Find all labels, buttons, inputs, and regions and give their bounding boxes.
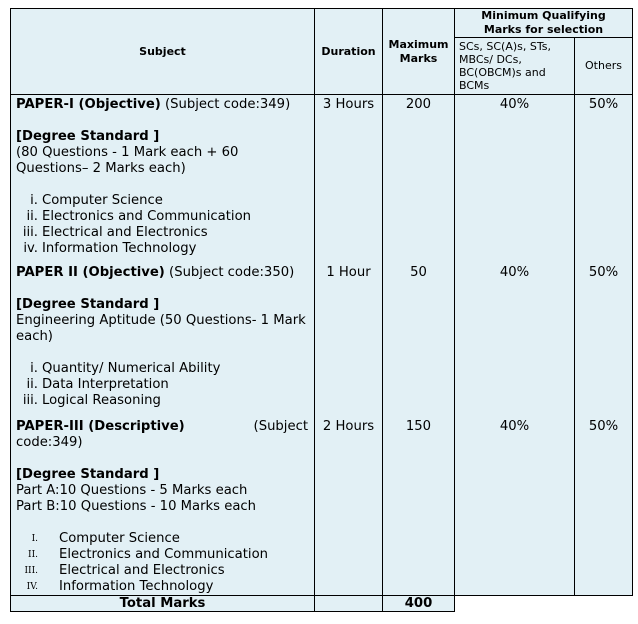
paper-2-list [16,361,314,409]
paper-1-code: (Subject code:349) [165,97,291,112]
header-others: Others [575,38,633,95]
paper-3-reserved: 40% [455,417,575,596]
table-row-paper-3 [11,417,633,596]
paper-2-title: PAPER II (Objective) [16,265,165,280]
total-value: 400 [383,596,455,612]
total-empty [315,596,383,612]
list-item: II. Electronics and Communication [28,547,269,562]
table-row-paper-1 [11,95,633,264]
list-item: ii. Data Interpretation [26,377,169,392]
paper-2-standard: [Degree Standard ] [16,297,160,312]
list-item: III. Electrical and Electronics [24,563,225,578]
paper-1-list [16,193,314,257]
list-item: i. Computer Science [30,193,163,208]
paper-3-max-marks: 150 [383,417,455,596]
paper-1-others: 50% [575,95,633,264]
total-label: Total Marks [11,596,315,612]
list-item: i. Quantity/ Numerical Ability [30,361,221,376]
paper-3-others: 50% [575,417,633,596]
paper-2-code: (Subject code:350) [169,265,295,280]
paper-2-desc: Engineering Aptitude (50 Questions- 1 Mark each) [16,313,306,344]
paper-3-list [16,531,314,595]
total-blank [455,596,633,612]
header-max-marks [383,9,455,95]
list-item: iii. Logical Reasoning [22,393,161,408]
header-max-marks-text: Maximum Marks [388,37,449,65]
paper-2-subject [11,263,315,417]
paper-2-max-marks: 50 [383,263,455,417]
table-row-total [11,596,633,612]
header-duration: Duration [315,9,383,95]
paper-3-subject [11,417,315,596]
paper-1-subject [11,95,315,264]
list-item: ii. Electronics and Communication [26,209,252,224]
paper-1-max-marks: 200 [383,95,455,264]
list-item: iv. Information Technology [23,241,197,256]
paper-1-reserved: 40% [455,95,575,264]
list-item: iii. Electrical and Electronics [22,225,208,240]
exam-scheme-table [10,8,633,612]
table-row-paper-2 [11,263,633,417]
paper-1-title: PAPER-I (Objective) [16,97,161,112]
paper-1-duration: 3 Hours [315,95,383,264]
header-min-qualifying: Minimum Qualifying Marks for selection [455,9,633,38]
paper-3-part-b: Part B:10 Questions - 10 Marks each [16,499,257,514]
list-item: I. Computer Science [31,531,180,546]
paper-3-standard: [Degree Standard ] [16,467,160,482]
paper-3-part-a: Part A:10 Questions - 5 Marks each [16,483,248,498]
paper-3-code-a: (Subject [253,419,308,434]
header-subject: Subject [11,9,315,95]
paper-3-duration: 2 Hours [315,417,383,596]
paper-2-others: 50% [575,263,633,417]
list-item: IV. Information Technology [26,579,214,594]
paper-3-title: PAPER-III (Descriptive) [16,419,185,434]
paper-1-desc: (80 Questions - 1 Mark each + 60 Questions– 2 Marks each) [16,145,239,176]
paper-1-standard: [Degree Standard ] [16,129,160,144]
paper-2-reserved: 40% [455,263,575,417]
paper-2-duration: 1 Hour [315,263,383,417]
paper-3-code-b: code:349) [16,435,83,450]
header-reserved: SCs, SC(A)s, STs, MBCs/ DCs, BC(OBCM)s and BCMs [455,38,575,95]
